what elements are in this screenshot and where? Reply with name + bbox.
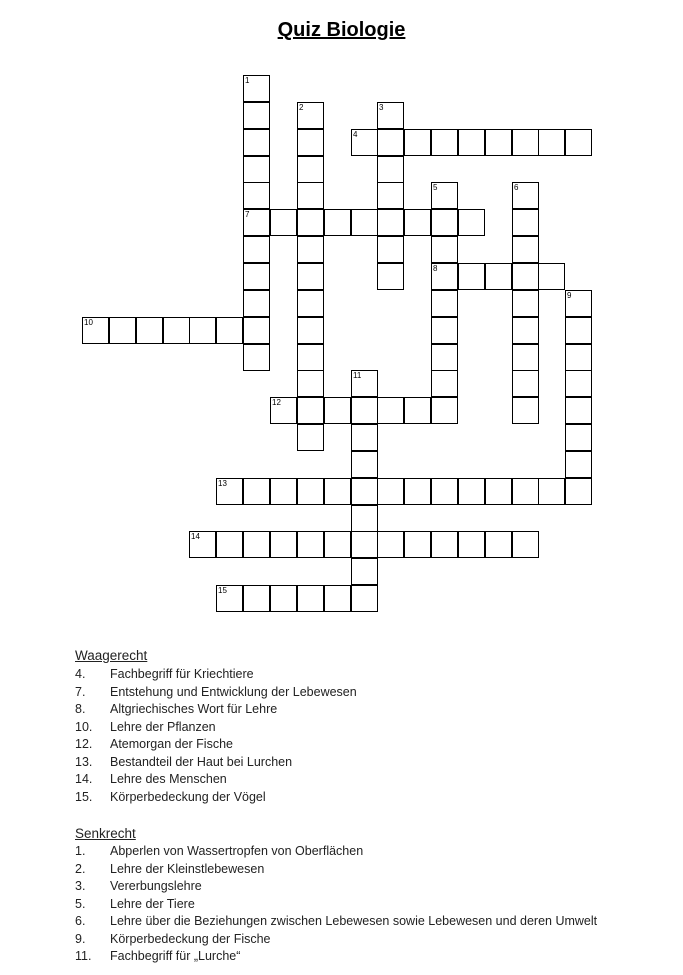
clue-number-label: 10 xyxy=(84,318,93,327)
crossword-cell[interactable] xyxy=(243,156,270,183)
crossword-cell[interactable] xyxy=(109,317,136,344)
crossword-cell[interactable] xyxy=(404,209,431,236)
crossword-cell[interactable] xyxy=(297,317,324,344)
crossword-cell[interactable] xyxy=(270,209,297,236)
crossword-cell[interactable] xyxy=(136,317,163,344)
crossword-cell[interactable] xyxy=(243,585,270,612)
clue-number: 3. xyxy=(75,879,86,893)
across-clue-item xyxy=(75,736,357,754)
crossword-cell[interactable] xyxy=(485,129,512,156)
clue-number: 14. xyxy=(75,772,93,786)
across-clue-item xyxy=(75,719,357,737)
clue-number-label: 4 xyxy=(353,130,358,139)
crossword-cell[interactable] xyxy=(297,370,324,397)
clue-number-label: 3 xyxy=(379,103,384,112)
down-clue-item xyxy=(75,843,597,861)
down-clue-item xyxy=(75,948,597,966)
crossword-cell[interactable] xyxy=(377,156,404,183)
crossword-cell[interactable] xyxy=(243,263,270,290)
crossword-cell[interactable] xyxy=(431,317,458,344)
crossword-cell[interactable] xyxy=(324,531,351,558)
crossword-cell[interactable] xyxy=(431,344,458,371)
crossword-cell[interactable] xyxy=(431,397,458,424)
clue-text: Altgriechisches Wort für Lehre xyxy=(110,702,278,716)
clue-number: 6. xyxy=(75,914,86,928)
clue-number-label: 12 xyxy=(272,398,281,407)
clue-number: 12. xyxy=(75,737,93,751)
down-clue-list xyxy=(75,843,597,966)
crossword-cell[interactable] xyxy=(297,182,324,209)
crossword-cell[interactable] xyxy=(512,209,539,236)
crossword-cell[interactable] xyxy=(297,424,324,451)
down-clue-item xyxy=(75,878,597,896)
crossword-cell[interactable] xyxy=(431,209,458,236)
crossword-cell-start-12[interactable] xyxy=(270,397,297,424)
clue-number: 15. xyxy=(75,789,93,804)
crossword-cell[interactable] xyxy=(351,585,378,612)
crossword-cell[interactable] xyxy=(565,344,592,371)
crossword-cell[interactable] xyxy=(243,531,270,558)
crossword-cell[interactable] xyxy=(297,129,324,156)
clue-number: 8. xyxy=(75,702,86,716)
crossword-cell[interactable] xyxy=(297,209,324,236)
across-clue-item xyxy=(75,789,357,807)
crossword-cell[interactable] xyxy=(431,531,458,558)
crossword-cell[interactable] xyxy=(458,531,485,558)
page-title: Quiz Biologie xyxy=(277,19,406,41)
crossword-cell[interactable] xyxy=(351,451,378,478)
crossword-cell[interactable] xyxy=(431,370,458,397)
crossword-cell[interactable] xyxy=(565,317,592,344)
crossword-cell[interactable] xyxy=(351,531,378,558)
across-clue-item xyxy=(75,771,357,789)
crossword-cell[interactable] xyxy=(297,263,324,290)
crossword-cell[interactable] xyxy=(512,317,539,344)
crossword-cell[interactable] xyxy=(324,397,351,424)
clue-number-label: 13 xyxy=(218,479,227,488)
crossword-cell-start-10[interactable] xyxy=(82,317,109,344)
crossword-cell[interactable] xyxy=(243,344,270,371)
clue-number: 5. xyxy=(75,896,86,911)
crossword-cell[interactable] xyxy=(485,263,512,290)
across-clue-item xyxy=(75,666,357,684)
crossword-cell[interactable] xyxy=(512,344,539,371)
crossword-cell[interactable] xyxy=(243,182,270,209)
across-clue-list xyxy=(75,666,357,806)
crossword-cell[interactable] xyxy=(297,344,324,371)
crossword-cell[interactable] xyxy=(512,290,539,317)
crossword-cell[interactable] xyxy=(270,478,297,505)
crossword-cell-start-11[interactable] xyxy=(351,370,378,397)
across-clue-item xyxy=(75,754,357,772)
crossword-cell-start-9[interactable] xyxy=(565,290,592,317)
clue-number: 1. xyxy=(75,844,86,858)
crossword-cell[interactable] xyxy=(512,478,539,505)
crossword-cell[interactable] xyxy=(431,290,458,317)
crossword-cell[interactable] xyxy=(431,236,458,263)
down-clue-item xyxy=(75,931,597,949)
clue-text: Lehre über die Beziehungen zwischen Lebewesen sowie Lebewesen und deren Umwelt xyxy=(110,914,598,928)
crossword-cell[interactable] xyxy=(458,478,485,505)
crossword-cell[interactable] xyxy=(324,478,351,505)
crossword-cell[interactable] xyxy=(512,263,539,290)
crossword-cell[interactable] xyxy=(377,209,404,236)
crossword-cell[interactable] xyxy=(351,478,378,505)
clue-number-label: 11 xyxy=(353,371,362,380)
crossword-cell[interactable] xyxy=(163,317,190,344)
crossword-cell[interactable] xyxy=(458,263,485,290)
crossword-cell[interactable] xyxy=(243,478,270,505)
clue-text: Abperlen von Wassertropfen von Oberflächen xyxy=(110,844,364,858)
crossword-cell[interactable] xyxy=(431,129,458,156)
crossword-cell[interactable] xyxy=(512,129,539,156)
crossword-cell[interactable] xyxy=(377,397,404,424)
crossword-cell[interactable] xyxy=(404,397,431,424)
crossword-cell-start-8[interactable] xyxy=(431,263,458,290)
crossword-cell[interactable] xyxy=(297,531,324,558)
clue-number: 11. xyxy=(75,949,92,963)
clue-number: 10. xyxy=(75,719,93,734)
crossword-cell-start-13[interactable] xyxy=(216,478,243,505)
crossword-cell[interactable] xyxy=(485,531,512,558)
crossword-cell-start-1[interactable] xyxy=(243,75,270,102)
across-heading: Waagerecht xyxy=(75,648,148,663)
crossword-cell[interactable] xyxy=(458,209,485,236)
clue-number: 13. xyxy=(75,754,93,769)
crossword-cell-start-7[interactable] xyxy=(243,209,270,236)
crossword-cell[interactable] xyxy=(565,397,592,424)
crossword-cell[interactable] xyxy=(404,478,431,505)
crossword-cell[interactable] xyxy=(565,370,592,397)
crossword-cell[interactable] xyxy=(565,451,592,478)
crossword-cell-start-3[interactable] xyxy=(377,102,404,129)
clue-number-label: 7 xyxy=(245,210,250,219)
crossword-cell[interactable] xyxy=(297,478,324,505)
crossword-cell-start-4[interactable] xyxy=(351,129,378,156)
crossword-cell[interactable] xyxy=(297,397,324,424)
crossword-cell[interactable] xyxy=(377,263,404,290)
clue-number-label: 15 xyxy=(218,586,227,595)
crossword-cell[interactable] xyxy=(512,236,539,263)
crossword-cell[interactable] xyxy=(324,209,351,236)
crossword-cell-start-2[interactable] xyxy=(297,102,324,129)
crossword-cell[interactable] xyxy=(351,424,378,451)
crossword-cell[interactable] xyxy=(297,585,324,612)
clue-number-label: 8 xyxy=(433,264,438,273)
clue-number: 4. xyxy=(75,667,86,681)
clue-text: Lehre der Tiere xyxy=(110,896,195,911)
clue-number-label: 9 xyxy=(567,291,572,300)
clue-text: Körperbedeckung der Vögel xyxy=(110,789,266,804)
crossword-cell[interactable] xyxy=(512,397,539,424)
clue-number-label: 5 xyxy=(433,183,438,192)
crossword-cell[interactable] xyxy=(512,370,539,397)
down-clue-item xyxy=(75,861,597,879)
crossword-cell[interactable] xyxy=(565,478,592,505)
crossword-cell[interactable] xyxy=(351,505,378,532)
down-heading: Senkrecht xyxy=(75,826,136,841)
crossword-cell[interactable] xyxy=(243,290,270,317)
across-clue-item xyxy=(75,684,357,702)
clue-text: Vererbungslehre xyxy=(110,879,202,893)
crossword-cell[interactable] xyxy=(377,531,404,558)
clue-number-label: 14 xyxy=(191,532,200,541)
crossword-cell[interactable] xyxy=(565,424,592,451)
crossword-cell[interactable] xyxy=(485,478,512,505)
crossword-cell[interactable] xyxy=(243,129,270,156)
clue-text: Lehre des Menschen xyxy=(110,772,227,786)
crossword-cell[interactable] xyxy=(351,397,378,424)
crossword-cell[interactable] xyxy=(351,209,378,236)
crossword-cell[interactable] xyxy=(377,182,404,209)
crossword-cell[interactable] xyxy=(538,263,565,290)
across-clue-item xyxy=(75,701,357,719)
crossword-cell[interactable] xyxy=(297,156,324,183)
clue-number-label: 1 xyxy=(245,76,250,85)
clue-text: Lehre der Kleinstlebewesen xyxy=(110,861,265,876)
crossword-cell[interactable] xyxy=(538,478,565,505)
crossword-cell-start-14[interactable] xyxy=(189,531,216,558)
crossword-cell[interactable] xyxy=(351,558,378,585)
crossword-cell[interactable] xyxy=(404,531,431,558)
clue-number: 2. xyxy=(75,861,86,876)
crossword-cell[interactable] xyxy=(377,236,404,263)
crossword-cell[interactable] xyxy=(243,317,270,344)
clue-text: Lehre der Pflanzen xyxy=(110,719,216,734)
crossword-cell[interactable] xyxy=(377,478,404,505)
crossword-cell-start-15[interactable] xyxy=(216,585,243,612)
crossword-cell[interactable] xyxy=(216,317,243,344)
crossword-cell[interactable] xyxy=(243,236,270,263)
crossword-cell[interactable] xyxy=(404,129,431,156)
crossword-cell[interactable] xyxy=(270,585,297,612)
crossword-cell[interactable] xyxy=(216,531,243,558)
down-clue-item xyxy=(75,913,597,931)
clue-number: 9. xyxy=(75,931,86,946)
crossword-cell[interactable] xyxy=(297,236,324,263)
crossword-cell[interactable] xyxy=(431,478,458,505)
crossword-cell[interactable] xyxy=(565,129,592,156)
crossword-cell[interactable] xyxy=(189,317,216,344)
clue-text: Bestandteil der Haut bei Lurchen xyxy=(110,754,293,769)
crossword-cell[interactable] xyxy=(324,585,351,612)
clue-text: Entstehung und Entwicklung der Lebewesen xyxy=(110,684,357,699)
clue-text: Fachbegriff für Kriechtiere xyxy=(110,667,254,681)
crossword-cell[interactable] xyxy=(297,290,324,317)
clue-number: 7. xyxy=(75,684,86,699)
crossword-cell-start-6[interactable] xyxy=(512,182,539,209)
clue-text: Körperbedeckung der Fische xyxy=(110,931,271,946)
crossword-cell[interactable] xyxy=(538,129,565,156)
crossword-cell[interactable] xyxy=(377,129,404,156)
clue-number-label: 6 xyxy=(514,183,519,192)
crossword-cell[interactable] xyxy=(243,102,270,129)
clue-number-label: 2 xyxy=(299,103,304,112)
crossword-cell[interactable] xyxy=(270,531,297,558)
crossword-cell[interactable] xyxy=(512,531,539,558)
crossword-cell-start-5[interactable] xyxy=(431,182,458,209)
clue-text: Fachbegriff für „Lurche“ xyxy=(110,949,241,963)
down-clue-item xyxy=(75,896,597,914)
clue-text: Atemorgan der Fische xyxy=(110,737,233,751)
crossword-cell[interactable] xyxy=(458,129,485,156)
